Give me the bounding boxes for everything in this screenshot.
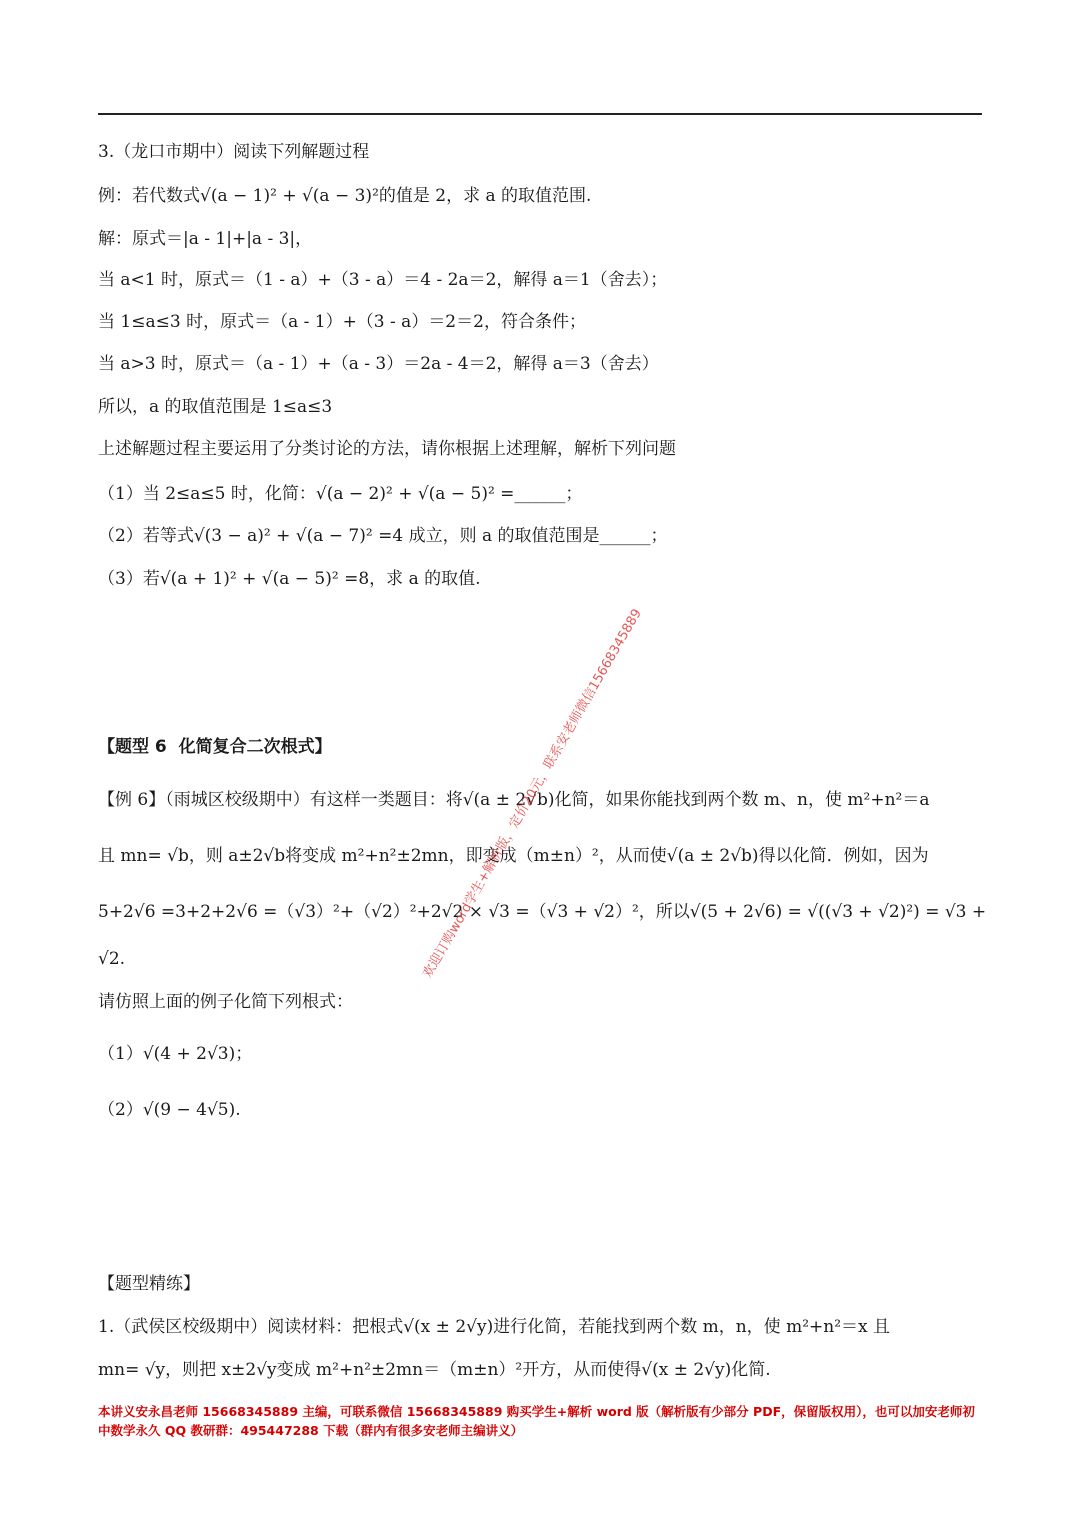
problem3-case2: 当 1≤a≤3 时，原式＝（a ‐ 1）+（3 ‐ a）＝2＝2，符合条件； bbox=[98, 312, 586, 332]
example6-line1: 【例 6】（雨城区校级期中）有这样一类题目：将√(a ± 2√b)化简，如果你能找到两个数 m、n，使 m²+n²＝a bbox=[98, 790, 930, 810]
problem3-title: 3.（龙口市期中）阅读下列解题过程 bbox=[98, 142, 370, 162]
example6-q1: （1）√(4 + 2√3)； bbox=[98, 1044, 253, 1064]
top-rule bbox=[98, 113, 982, 115]
problem3-q3: （3）若√(a + 1)² + √(a − 5)² =8，求 a 的取值. bbox=[98, 569, 481, 589]
problem3-conclusion: 所以，a 的取值范围是 1≤a≤3 bbox=[98, 397, 333, 417]
problem3-example: 例：若代数式√(a − 1)² + √(a − 3)²的值是 2，求 a 的取值范围. bbox=[98, 186, 592, 206]
example6-prompt: 请仿照上面的例子化简下列根式： bbox=[98, 992, 353, 1012]
problem3-q1: （1）当 2≤a≤5 时，化简：√(a − 2)² + √(a − 5)² =______； bbox=[98, 484, 583, 504]
problem3-case1: 当 a<1 时，原式＝（1 ‐ a）+（3 ‐ a）＝4 ‐ 2a＝2，解得 a＝1（舍去）； bbox=[98, 270, 668, 290]
practice-heading: 【题型精练】 bbox=[98, 1274, 200, 1294]
watermark-text: 欢迎订购word学生+解析版，定价20元，联系安老师微信15668345889 bbox=[420, 606, 645, 981]
problem3-instruction: 上述解题过程主要运用了分类讨论的方法，请你根据上述理解，解析下列问题 bbox=[98, 439, 676, 459]
problem3-solution: 解：原式＝|a ‐ 1|+|a ‐ 3|， bbox=[98, 229, 313, 249]
problem3-case3: 当 a>3 时，原式＝（a ‐ 1）+（a ‐ 3）＝2a ‐ 4＝2，解得 a＝3（舍去） bbox=[98, 354, 659, 374]
practice-q1-line1: 1.（武侯区校级期中）阅读材料：把根式√(x ± 2√y)进行化简，若能找到两个数 m，n，使 m²+n²＝x 且 bbox=[98, 1317, 891, 1337]
example6-q2: （2）√(9 − 4√5). bbox=[98, 1100, 241, 1120]
type6-heading: 【题型 6 化简复合二次根式】 bbox=[98, 737, 332, 757]
problem3-q2: （2）若等式√(3 − a)² + √(a − 7)² =4 成立，则 a 的取值范围是______； bbox=[98, 526, 668, 546]
footer-notice: 本讲义安永昌老师 15668345889 主编，可联系微信 15668345889 购买学生+解析 word 版（解析版有少部分 PDF，保留版权用），也可以加安老师初中数学永久 QQ 教研群：495447288 下载（群内有很多安老师主编讲义） bbox=[98, 1404, 975, 1438]
example6-line4: √2. bbox=[98, 949, 126, 969]
example6-line2: 且 mn= √b，则 a±2√b将变成 m²+n²±2mn，即变成（m±n）²，从而使√(a ± 2√b)得以化简．例如，因为 bbox=[98, 846, 929, 866]
practice-q1-line2: mn= √y，则把 x±2√y变成 m²+n²±2mn＝（m±n）²开方，从而使得√(x ± 2√y)化简. bbox=[98, 1360, 771, 1380]
example6-line3: 5+2√6 =3+2+2√6 =（√3）²+（√2）²+2√2 × √3 =（√3 + √2）²，所以√(5 + 2√6) = √((√3 + √2)²) = √3 + bbox=[98, 902, 987, 922]
